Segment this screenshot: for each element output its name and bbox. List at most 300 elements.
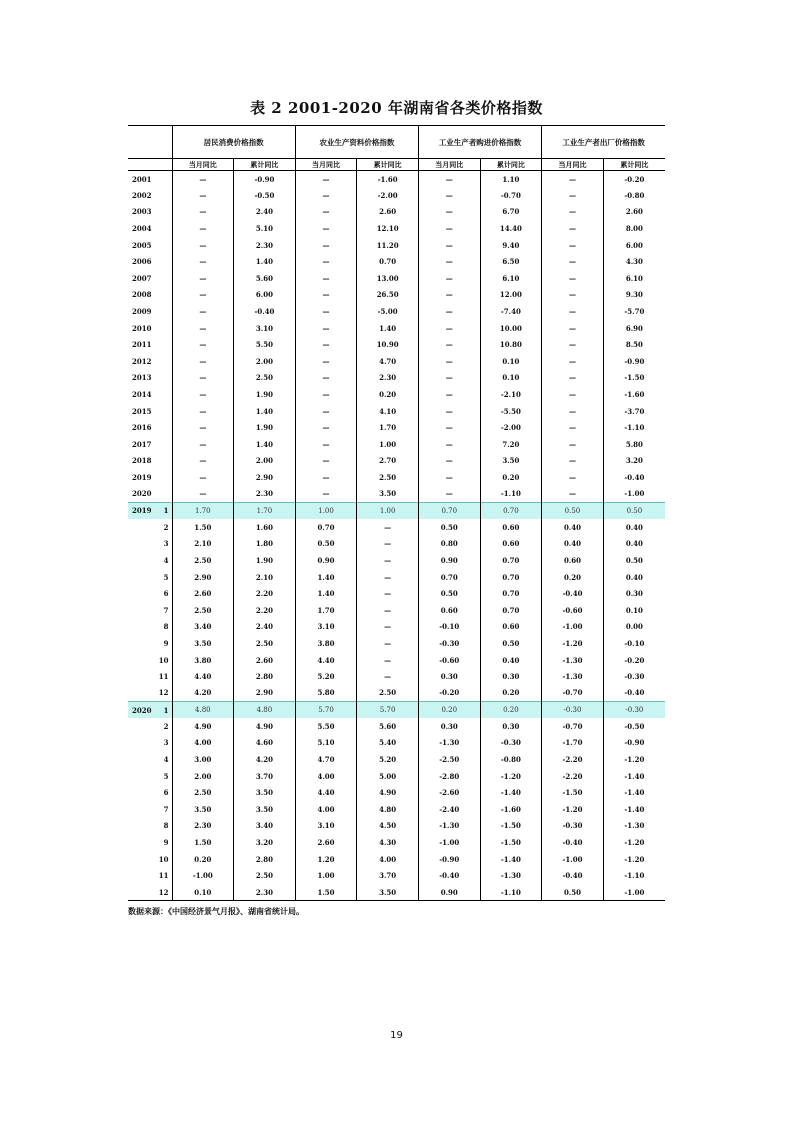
value-cell: -0.60 (418, 652, 480, 669)
value-cell: 0.20 (480, 702, 542, 719)
value-cell: 1.90 (234, 419, 296, 436)
source-note: 数据来源：《中国经济景气月报》、湖南省统计局。 (128, 906, 304, 916)
page-number: 19 (390, 1030, 403, 1041)
table-row (128, 253, 665, 270)
value-cell: -1.10 (480, 884, 542, 901)
value-cell: — (295, 336, 357, 353)
table-row (128, 768, 665, 785)
value-cell: -0.20 (603, 171, 665, 188)
table-row (128, 519, 665, 536)
value-cell: 3.40 (172, 619, 234, 636)
value-cell: — (418, 486, 480, 503)
row-year-label: 2009 (132, 307, 152, 317)
value-cell: -0.40 (234, 303, 296, 320)
value-cell: 1.50 (172, 519, 234, 536)
value-cell: — (295, 237, 357, 254)
value-cell: 0.60 (480, 536, 542, 553)
value-cell: 6.10 (480, 270, 542, 287)
value-cell: 0.50 (480, 635, 542, 652)
value-cell: 11.20 (357, 237, 419, 254)
value-cell: 5.70 (357, 702, 419, 719)
value-cell: — (172, 486, 234, 503)
row-month-label (128, 668, 172, 685)
value-cell: — (542, 419, 604, 436)
value-cell: 0.70 (295, 519, 357, 536)
value-cell: 0.70 (480, 585, 542, 602)
value-cell: 1.00 (295, 502, 357, 519)
value-cell: 3.80 (172, 652, 234, 669)
value-cell: — (295, 303, 357, 320)
value-cell: 5.70 (295, 702, 357, 719)
table-row (128, 502, 665, 519)
value-cell: -2.20 (542, 768, 604, 785)
value-cell: — (542, 220, 604, 237)
value-cell: — (418, 403, 480, 420)
row-month-label (128, 585, 172, 602)
value-cell: -2.20 (542, 751, 604, 768)
value-cell: — (542, 370, 604, 387)
value-cell: — (542, 303, 604, 320)
value-cell: 5.50 (234, 336, 296, 353)
value-cell: 5.60 (357, 718, 419, 735)
value-cell: -1.50 (542, 784, 604, 801)
value-cell: 2.50 (357, 469, 419, 486)
value-cell: 2.50 (234, 635, 296, 652)
value-cell: — (172, 336, 234, 353)
value-cell: -0.50 (603, 718, 665, 735)
value-cell: 0.10 (172, 884, 234, 901)
value-cell: 0.40 (480, 652, 542, 669)
value-cell: 2.50 (357, 685, 419, 702)
value-cell: 3.20 (234, 834, 296, 851)
value-cell: -0.40 (418, 867, 480, 884)
month-number: 9 (163, 638, 169, 648)
value-cell: — (295, 469, 357, 486)
value-cell: 3.70 (234, 768, 296, 785)
value-cell: 4.30 (357, 834, 419, 851)
month-number: 1 (163, 705, 169, 715)
value-cell: 3.50 (172, 801, 234, 818)
value-cell: 1.40 (295, 569, 357, 586)
value-cell: 0.50 (418, 519, 480, 536)
value-cell: 0.30 (603, 585, 665, 602)
table-row (128, 784, 665, 801)
value-cell: -0.60 (542, 602, 604, 619)
value-cell: 0.20 (480, 469, 542, 486)
value-cell: -1.30 (603, 818, 665, 835)
table-row (128, 652, 665, 669)
value-cell: 6.00 (234, 287, 296, 304)
table-row (128, 303, 665, 320)
value-cell: -0.50 (234, 187, 296, 204)
value-cell: 2.60 (234, 652, 296, 669)
row-year-label: 2008 (132, 290, 152, 300)
month-number: 8 (163, 821, 169, 831)
table-row (128, 751, 665, 768)
value-cell: 2.60 (295, 834, 357, 851)
value-cell: 2.30 (234, 237, 296, 254)
table-row (128, 187, 665, 204)
table-row (128, 818, 665, 835)
value-cell: -1.10 (480, 486, 542, 503)
table-row (128, 552, 665, 569)
value-cell: 1.20 (295, 851, 357, 868)
value-cell: 0.50 (418, 585, 480, 602)
value-cell: 2.90 (234, 685, 296, 702)
value-cell: 3.50 (357, 884, 419, 901)
value-cell: -0.90 (603, 353, 665, 370)
value-cell: 2.30 (234, 884, 296, 901)
row-month-label (128, 569, 172, 586)
value-cell: — (418, 436, 480, 453)
row-year-label: 2014 (132, 390, 152, 400)
value-cell: — (418, 220, 480, 237)
value-cell: 1.90 (234, 552, 296, 569)
value-cell: — (357, 619, 419, 636)
row-year-label: 2019 (132, 506, 152, 516)
month-number: 7 (163, 605, 169, 615)
value-cell: — (295, 486, 357, 503)
value-cell: 4.00 (357, 851, 419, 868)
subheader-cumulative-yoy: 累计同比 (480, 159, 542, 171)
row-month-label (128, 834, 172, 851)
value-cell: 3.50 (172, 635, 234, 652)
value-cell: 4.00 (295, 801, 357, 818)
month-number: 4 (163, 555, 169, 565)
month-number: 7 (163, 804, 169, 814)
value-cell: 2.70 (357, 453, 419, 470)
value-cell: — (418, 204, 480, 221)
value-cell: 4.80 (357, 801, 419, 818)
price-index-table (128, 125, 665, 901)
table-row (128, 685, 665, 702)
value-cell: — (357, 569, 419, 586)
value-cell: — (418, 453, 480, 470)
subheader-monthly-yoy: 当月同比 (172, 159, 234, 171)
value-cell: 0.20 (172, 851, 234, 868)
value-cell: — (418, 303, 480, 320)
value-cell: 2.50 (172, 602, 234, 619)
value-cell: 1.40 (295, 585, 357, 602)
value-cell: — (542, 270, 604, 287)
value-cell: 2.90 (172, 569, 234, 586)
table-row (128, 220, 665, 237)
value-cell: 2.40 (234, 204, 296, 221)
value-cell: — (172, 320, 234, 337)
value-cell: — (295, 220, 357, 237)
group-header-ppi-purchase: 工业生产者购进价格指数 (418, 126, 541, 159)
value-cell: -1.00 (542, 619, 604, 636)
value-cell: -5.70 (603, 303, 665, 320)
subheader-cumulative-yoy: 累计同比 (357, 159, 419, 171)
value-cell: — (418, 353, 480, 370)
month-number: 3 (163, 539, 169, 549)
value-cell: 0.90 (295, 552, 357, 569)
value-cell: -1.20 (603, 851, 665, 868)
value-cell: -1.60 (357, 171, 419, 188)
row-year-label: 2001 (132, 174, 152, 184)
value-cell: 1.70 (172, 502, 234, 519)
value-cell: 0.20 (480, 685, 542, 702)
value-cell: — (295, 287, 357, 304)
value-cell: 1.60 (234, 519, 296, 536)
value-cell: — (295, 204, 357, 221)
value-cell: -1.30 (542, 668, 604, 685)
table-row (128, 867, 665, 884)
table-body (128, 171, 665, 901)
value-cell: — (172, 419, 234, 436)
value-cell: — (542, 287, 604, 304)
value-cell: 2.10 (234, 569, 296, 586)
value-cell: 0.70 (357, 253, 419, 270)
value-cell: — (418, 320, 480, 337)
value-cell: 0.50 (603, 502, 665, 519)
value-cell: -0.30 (542, 702, 604, 719)
value-cell: 1.40 (357, 320, 419, 337)
value-cell: 0.70 (418, 502, 480, 519)
month-number: 4 (163, 755, 169, 765)
value-cell: -0.40 (603, 469, 665, 486)
row-month-label (128, 502, 172, 519)
month-number: 6 (163, 589, 169, 599)
value-cell: 0.10 (480, 370, 542, 387)
table-row (128, 718, 665, 735)
value-cell: 3.10 (234, 320, 296, 337)
value-cell: 14.40 (480, 220, 542, 237)
value-cell: 1.40 (234, 403, 296, 420)
value-cell: -1.20 (542, 801, 604, 818)
table-row (128, 851, 665, 868)
value-cell: 0.50 (603, 552, 665, 569)
value-cell: -1.00 (603, 486, 665, 503)
value-cell: — (418, 171, 480, 188)
value-cell: -2.00 (357, 187, 419, 204)
value-cell: 4.50 (357, 818, 419, 835)
value-cell: 2.10 (172, 536, 234, 553)
value-cell: 1.70 (357, 419, 419, 436)
month-number: 11 (158, 871, 169, 881)
value-cell: — (295, 403, 357, 420)
value-cell: — (172, 253, 234, 270)
table-row (128, 668, 665, 685)
value-cell: 10.90 (357, 336, 419, 353)
value-cell: -1.00 (172, 867, 234, 884)
row-year-label: 2015 (132, 406, 152, 416)
value-cell: -1.30 (418, 818, 480, 835)
value-cell: 1.70 (295, 602, 357, 619)
value-cell: 0.10 (480, 353, 542, 370)
value-cell: 0.30 (418, 668, 480, 685)
value-cell: 1.10 (480, 171, 542, 188)
row-month-label (128, 536, 172, 553)
value-cell: — (172, 403, 234, 420)
value-cell: — (357, 635, 419, 652)
value-cell: — (295, 436, 357, 453)
month-number: 11 (158, 672, 169, 682)
table-header (128, 126, 665, 171)
table-row (128, 320, 665, 337)
value-cell: — (295, 253, 357, 270)
value-cell: 2.60 (603, 204, 665, 221)
value-cell: — (418, 287, 480, 304)
table-row (128, 735, 665, 752)
value-cell: — (172, 287, 234, 304)
value-cell: 3.10 (295, 619, 357, 636)
value-cell: — (418, 370, 480, 387)
value-cell: -2.00 (480, 419, 542, 436)
value-cell: -0.80 (603, 187, 665, 204)
value-cell: 8.00 (603, 220, 665, 237)
value-cell: — (542, 436, 604, 453)
header-corner (128, 126, 172, 159)
value-cell: -0.40 (542, 585, 604, 602)
row-month-label (128, 702, 172, 719)
value-cell: 4.40 (172, 668, 234, 685)
value-cell: -0.70 (542, 718, 604, 735)
table-row (128, 619, 665, 636)
value-cell: — (542, 353, 604, 370)
value-cell: 1.40 (234, 253, 296, 270)
value-cell: — (542, 171, 604, 188)
value-cell: 2.50 (234, 867, 296, 884)
value-cell: 0.60 (418, 602, 480, 619)
row-month-label (128, 768, 172, 785)
value-cell: -2.50 (418, 751, 480, 768)
row-month-label (128, 652, 172, 669)
value-cell: -1.30 (480, 867, 542, 884)
value-cell: 0.50 (542, 502, 604, 519)
value-cell: -1.00 (542, 851, 604, 868)
row-month-label (128, 851, 172, 868)
table-row (128, 287, 665, 304)
subheader-monthly-yoy: 当月同比 (542, 159, 604, 171)
value-cell: 2.50 (172, 784, 234, 801)
value-cell: 5.10 (234, 220, 296, 237)
row-month-label (128, 867, 172, 884)
header-corner-sub (128, 159, 172, 171)
value-cell: -1.40 (603, 801, 665, 818)
value-cell: 1.50 (172, 834, 234, 851)
value-cell: 3.50 (234, 801, 296, 818)
value-cell: 7.20 (480, 436, 542, 453)
value-cell: -0.20 (418, 685, 480, 702)
row-month-label (128, 735, 172, 752)
value-cell: 1.00 (357, 502, 419, 519)
value-cell: 4.20 (234, 751, 296, 768)
row-month-label (128, 801, 172, 818)
group-header-ppi-output: 工业生产者出厂价格指数 (542, 126, 665, 159)
table-row (128, 469, 665, 486)
value-cell: -0.80 (480, 751, 542, 768)
value-cell: 0.10 (603, 602, 665, 619)
value-cell: -0.70 (480, 187, 542, 204)
table-row (128, 486, 665, 503)
row-month-label (128, 519, 172, 536)
value-cell: -1.50 (480, 818, 542, 835)
value-cell: 5.80 (295, 685, 357, 702)
value-cell: -0.70 (542, 685, 604, 702)
value-cell: — (295, 320, 357, 337)
row-year-label: 2002 (132, 190, 152, 200)
value-cell: 0.60 (480, 619, 542, 636)
value-cell: -2.60 (418, 784, 480, 801)
value-cell: -5.00 (357, 303, 419, 320)
value-cell: — (172, 436, 234, 453)
value-cell: 0.20 (418, 702, 480, 719)
value-cell: 0.20 (542, 569, 604, 586)
value-cell: — (172, 187, 234, 204)
value-cell: — (295, 386, 357, 403)
value-cell: 4.20 (172, 685, 234, 702)
value-cell: 2.30 (234, 486, 296, 503)
value-cell: 0.70 (480, 502, 542, 519)
value-cell: 0.90 (418, 884, 480, 901)
page-title: 表 2 2001-2020 年湖南省各类价格指数 (250, 99, 543, 117)
table-row (128, 834, 665, 851)
row-month-label (128, 552, 172, 569)
value-cell: 2.60 (357, 204, 419, 221)
value-cell: — (295, 187, 357, 204)
value-cell: 13.00 (357, 270, 419, 287)
table-row (128, 436, 665, 453)
value-cell: — (172, 453, 234, 470)
value-cell: 4.40 (295, 652, 357, 669)
value-cell: 4.30 (603, 253, 665, 270)
value-cell: 4.70 (357, 353, 419, 370)
value-cell: -1.00 (418, 834, 480, 851)
value-cell: 4.80 (172, 702, 234, 719)
value-cell: -0.90 (603, 735, 665, 752)
value-cell: 5.50 (295, 718, 357, 735)
value-cell: — (357, 585, 419, 602)
group-header-cpi: 居民消费价格指数 (172, 126, 295, 159)
value-cell: — (295, 370, 357, 387)
value-cell: — (542, 237, 604, 254)
value-cell: 2.30 (357, 370, 419, 387)
value-cell: 0.80 (418, 536, 480, 553)
row-month-label (128, 784, 172, 801)
value-cell: 0.30 (480, 668, 542, 685)
value-cell: — (418, 386, 480, 403)
value-cell: 2.80 (234, 668, 296, 685)
row-month-label (128, 751, 172, 768)
value-cell: 0.70 (480, 552, 542, 569)
value-cell: -7.40 (480, 303, 542, 320)
value-cell: 1.50 (295, 884, 357, 901)
value-cell: 5.00 (357, 768, 419, 785)
row-year-label: 2016 (132, 423, 152, 433)
month-number: 5 (163, 572, 169, 582)
value-cell: -1.20 (603, 834, 665, 851)
value-cell: — (172, 204, 234, 221)
value-cell: — (542, 403, 604, 420)
value-cell: 0.40 (603, 569, 665, 586)
row-month-label (128, 619, 172, 636)
month-number: 12 (158, 688, 169, 698)
value-cell: — (172, 270, 234, 287)
value-cell: 4.90 (172, 718, 234, 735)
value-cell: -1.40 (603, 784, 665, 801)
value-cell: 6.90 (603, 320, 665, 337)
value-cell: 4.00 (172, 735, 234, 752)
value-cell: — (295, 353, 357, 370)
value-cell: — (295, 171, 357, 188)
row-year-label: 2007 (132, 273, 152, 283)
month-number: 3 (163, 738, 169, 748)
value-cell: 10.00 (480, 320, 542, 337)
value-cell: 0.40 (542, 536, 604, 553)
value-cell: -1.20 (480, 768, 542, 785)
